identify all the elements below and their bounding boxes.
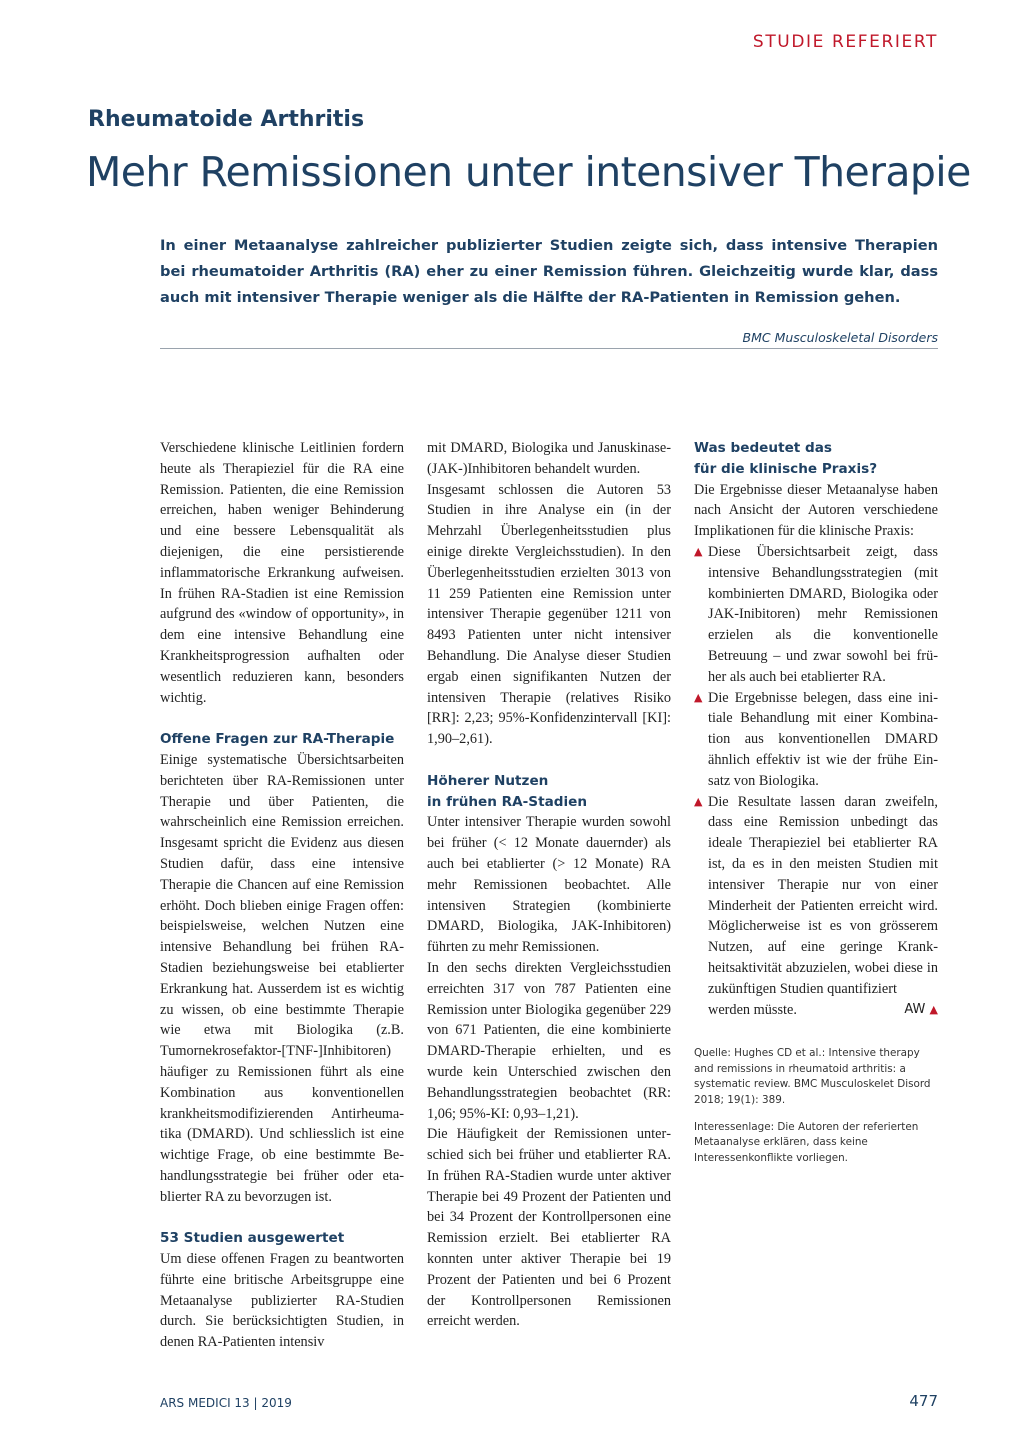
subheading: 53 Studien ausgewertet [160, 1230, 345, 1247]
source-journal: BMC Musculoskeletal Disorders [742, 330, 938, 345]
paragraph: mit DMARD, Biologika und Januskinase-(JAK-)Inhibitoren behandelt wurden. [427, 440, 671, 477]
source-note: Quelle: Hughes CD et al.: Intensive therapy and remissions in rheumatoid arthritis: a systematic review. BMC Musculoskelet Disord 2018; 19(1): 389. [694, 1047, 931, 1106]
author-signature: AW [904, 1001, 926, 1017]
paragraph: In den sechs direkten Vergleichsstudien erreichten 317 von 787 Patienten eine Remission unter Biologika gegenüber 229 von 671 Patienten, die eine kombinierte DMARD-Therapie erhielten, und es wurde kein Unterschied zwischen den Behandlungsstrategien beobachtet (RR: 1,06; 95%-KI: 0,93–1,21). [427, 959, 671, 1122]
footer-journal: ARS MEDICI 13 | 2019 [160, 1396, 292, 1410]
subheading: Was bedeutet das [694, 440, 833, 456]
bullet-text: Die Resultate lassen daran zweifeln, dass eine Remission unbedingt das ideale Therapieziel bei etablierter RA ist, da es in den meisten Studien mit intensiver Therapie nur von einer Minderheit der Patienten erreicht wird. Möglicherweise ist es von grösserem Nutzen, auf eine geringe Krankheitsaktivität abzuzielen, wobei diese in zukünftigen Studien quantifiziert [708, 793, 938, 997]
article-kicker: Rheumatoide Arthritis [88, 107, 365, 132]
bullet-item [694, 688, 938, 792]
end-triangle-icon: ▲ [929, 1002, 938, 1016]
conflict-note: Interessenlage: Die Autoren der referierten Metaanalyse erklären, dass keine Interessenkonflikte vorliegen. [694, 1120, 919, 1164]
paragraph: Die Häufigkeit der Remissionen unterschied sich bei früher und etablierter RA. In frühen RA-Stadien wurde unter aktiver Therapie bei 49 Prozent der Patienten und bei 34 Prozent der Kontrollpersonen eine Remission erzielt. Bei etablierter RA konnten unter aktiver Therapie bei 19 Prozent der Patienten und bei 6 Prozent der Kontrollpersonen Remissionen erreicht werden. [427, 1126, 671, 1330]
paragraph: Die Ergebnisse dieser Metaanalyse haben nach Ansicht der Autoren verschiedene Implikationen für die klinische Praxis: [694, 481, 938, 540]
paragraph: Einige systematische Übersichtsarbeiten berichteten über RA-Remissionen unter Therapie und über Patienten, die wahrscheinlich eine Remission erreichen. Insgesamt spricht die Evidenz aus diesen Studien dafür, dass eine intensive Therapie die Chancen auf eine Remission erhöht. Doch blieben einige Fragen offen: beispielsweise, welchen Nutzen eine intensive Behandlung bei frühen RA-Stadien beziehungsweise bei etablierter Erkrankung hat. Ausserdem ist es wichtig zu wissen, ob eine bestimmte Therapie wie etwa mit Biologika (z.B. Tumornekrosefaktor-[TNF-]Inhibitoren) häufiger zu Remissionen führt als eine Kombination aus konventionellen krankheitsmodifizierenden Antirheumatika (DMARD). Und schliesslich ist eine wichtige Frage, ob eine bestimmte Behandlungsstrategie bei früher oder etablierter RA zu bevorzugen ist. [160, 751, 404, 1205]
page-number: 477 [909, 1392, 938, 1410]
subheading: für die klinische Praxis? [694, 460, 878, 477]
column-1 [160, 438, 404, 1353]
section-tag: STUDIE REFERIERT [752, 32, 938, 52]
paragraph: Unter intensiver Therapie wurden sowohl bei früher (< 12 Monate dauernder) als auch bei etablierter (> 12 Monate) RA mehr Remissionen beobachtet. Alle intensiven Strategien (kombinierte DMARD, Biologika, JAK-Inhibitoren) führten zu mehr Remissionen. [427, 814, 671, 956]
column-2 [427, 438, 671, 1332]
triangle-bullet-icon: ▲ [694, 794, 703, 808]
bullet-item [694, 792, 938, 1021]
triangle-bullet-icon: ▲ [694, 690, 703, 704]
bullet-text: Die Ergebnisse belegen, dass eine initiale Behandlung mit einer Kombination aus konventionellen DMARD ähnlich effektiv ist wie der frühe Einsatz von Biologika. [708, 689, 938, 789]
article-headline: Mehr Remissionen unter intensiver Therapie [86, 148, 971, 196]
paragraph: Verschiedene klinische Leitlinien fordern heute als Therapieziel für die RA eine Remission. Patienten, die eine Remission erreichen, haben weniger Behinderung und eine bessere Lebensqualität als diejenigen, die eine persistierende inflammatorische Erkrankung aufweisen. In frühen RA-Stadien ist eine Remission aufgrund des «window of opportunity», in dem eine intensive Behandlung eine Krankheitsprogression aufhalten oder wesentlich reduzieren kann, besonders wichtig. [160, 440, 404, 706]
bullet-text: Diese Übersichtsarbeit zeigt, dass intensive Behandlungsstrategien (mit kombinierten DMARD, Biologika oder JAK-Inibitoren) mehr Remissionen erzielen als die konventionelle Betreuung – und zwar sowohl bei früher als auch bei etablierter RA. [708, 543, 938, 685]
divider-rule [160, 348, 938, 349]
article-lead: In einer Metaanalyse zahlreicher publizierter Studien zeigte sich, dass intensive Therapien bei rheumatoider Arthritis (RA) eher zu einer Remission führen. Gleichzeitig wurde klar, dass auch mit intensiver Therapie weniger als die Hälfte der RA-Patienten in Remission gehen. [160, 237, 938, 306]
notes-block [694, 1046, 938, 1166]
subheading: in frühen RA-Stadien [427, 793, 588, 810]
subheading: Offene Fragen zur RA-Therapie [160, 731, 395, 748]
triangle-bullet-icon: ▲ [694, 544, 703, 558]
column-3 [694, 438, 938, 1178]
paragraph: Insgesamt schlossen die Autoren 53 Studien in ihre Analyse ein (in der Mehrzahl Überlegenheitsstudien plus einige direkte Vergleichsstudien). In den Überlegenheitsstudien erzielten 3013 von 11 259 Patienten eine Remission unter intensiver Therapie gegenüber 1211 von 8493 Patienten unter nicht intensiver Behandlung. Die Analyse dieser Studien ergab einen signifikanten Nutzen der intensiven Therapie (relatives Risiko [RR]: 2,23; 95%-Konfidenzintervall [KI]: 1,90–2,61). [427, 481, 671, 748]
paragraph: Um diese offenen Fragen zu beantworten führte eine britische Arbeitsgruppe eine Metaanalyse publizierter RA-Studien durch. Sie berücksichtigten Studien, in denen RA-Patienten intensiv [160, 1251, 404, 1351]
bullet-item [694, 542, 938, 688]
subheading: Höherer Nutzen [427, 772, 549, 789]
bullet-last-line: werden müsste. [708, 1001, 797, 1018]
